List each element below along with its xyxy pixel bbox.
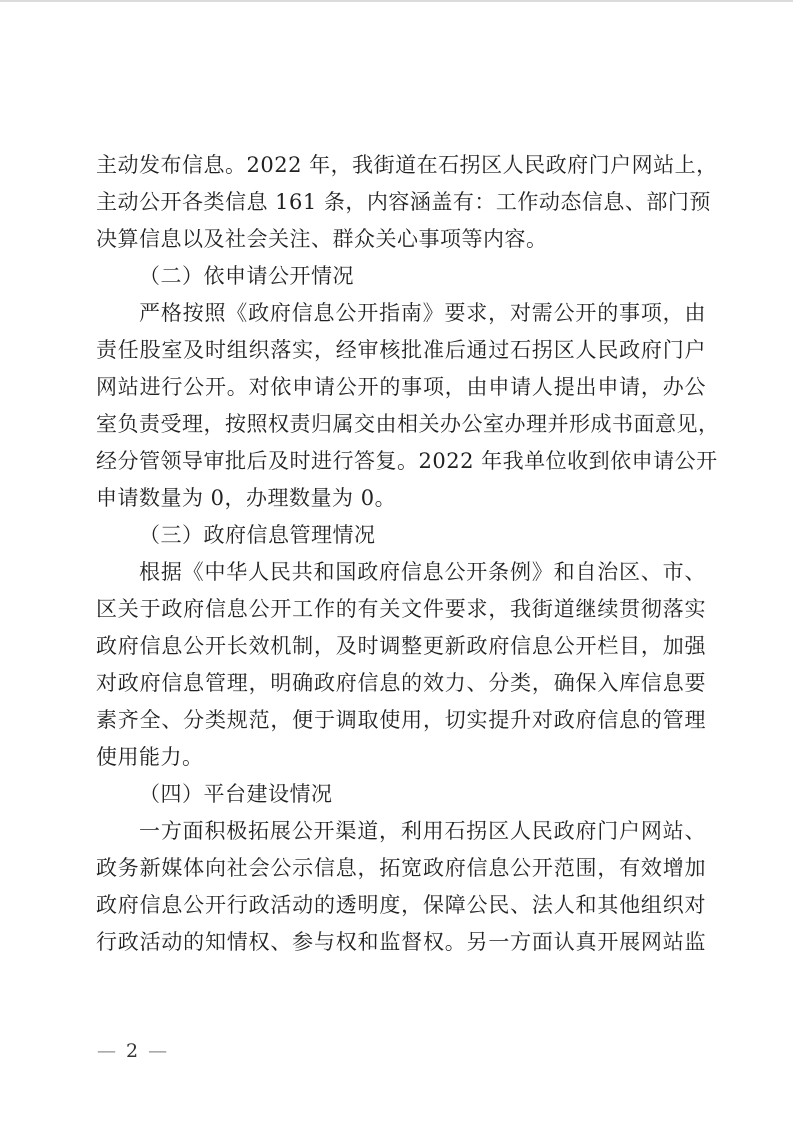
text-line: 严格按照《政府信息公开指南》要求，对需公开的事项，由 xyxy=(139,301,706,325)
text-line: 网站进行公开。对依申请公开的事项，由申请人提出申请，办公 xyxy=(96,375,706,399)
text-line: 经分管领导审批后及时进行答复。2022 年我单位收到依申请公开 xyxy=(96,449,718,473)
text-line: 对政府信息管理，明确政府信息的效力、分类，确保入库信息要 xyxy=(96,671,706,695)
text-line: 区关于政府信息公开工作的有关文件要求，我街道继续贯彻落实 xyxy=(96,597,706,621)
section-heading: （四）平台建设情况 xyxy=(139,782,333,806)
text-line: 一方面积极拓展公开渠道，利用石拐区人民政府门户网站、 xyxy=(139,819,706,843)
text-line: 政府信息公开长效机制，及时调整更新政府信息公开栏目，加强 xyxy=(96,634,706,658)
page-number: 2 xyxy=(126,1040,140,1062)
text-line: 政务新媒体向社会公示信息，拓宽政府信息公开范围，有效增加 xyxy=(96,856,706,880)
text-line: 决算信息以及社会关注、群众关心事项等内容。 xyxy=(96,227,548,251)
text-line: 主动发布信息。2022 年，我街道在石拐区人民政府门户网站上， xyxy=(96,153,718,177)
text-line: 根据《中华人民共和国政府信息公开条例》和自治区、市、 xyxy=(139,560,706,584)
text-line: 政府信息公开行政活动的透明度，保障公民、法人和其他组织对 xyxy=(96,893,706,917)
document-body xyxy=(96,147,720,961)
text-line: 责任股室及时组织落实，经审核批准后通过石拐区人民政府门户 xyxy=(96,338,706,362)
page-number-dash-right: — xyxy=(148,1040,169,1062)
section-heading: （二）依申请公开情况 xyxy=(139,264,354,288)
text-line: 申请数量为 0，办理数量为 0。 xyxy=(96,486,397,510)
text-line: 行政活动的知情权、参与权和监督权。另一方面认真开展网站监 xyxy=(96,930,706,954)
page-footer xyxy=(97,1040,168,1062)
text-line: 主动公开各类信息 161 条，内容涵盖有：工作动态信息、部门预 xyxy=(96,190,711,214)
text-line: 素齐全、分类规范，便于调取使用，切实提升对政府信息的管理 xyxy=(96,708,706,732)
page-number-dash-left: — xyxy=(97,1040,117,1062)
text-line: 使用能力。 xyxy=(96,745,204,769)
text-line: 室负责受理，按照权责归属交由相关办公室办理并形成书面意见， xyxy=(96,412,720,436)
section-heading: （三）政府信息管理情况 xyxy=(139,523,376,547)
